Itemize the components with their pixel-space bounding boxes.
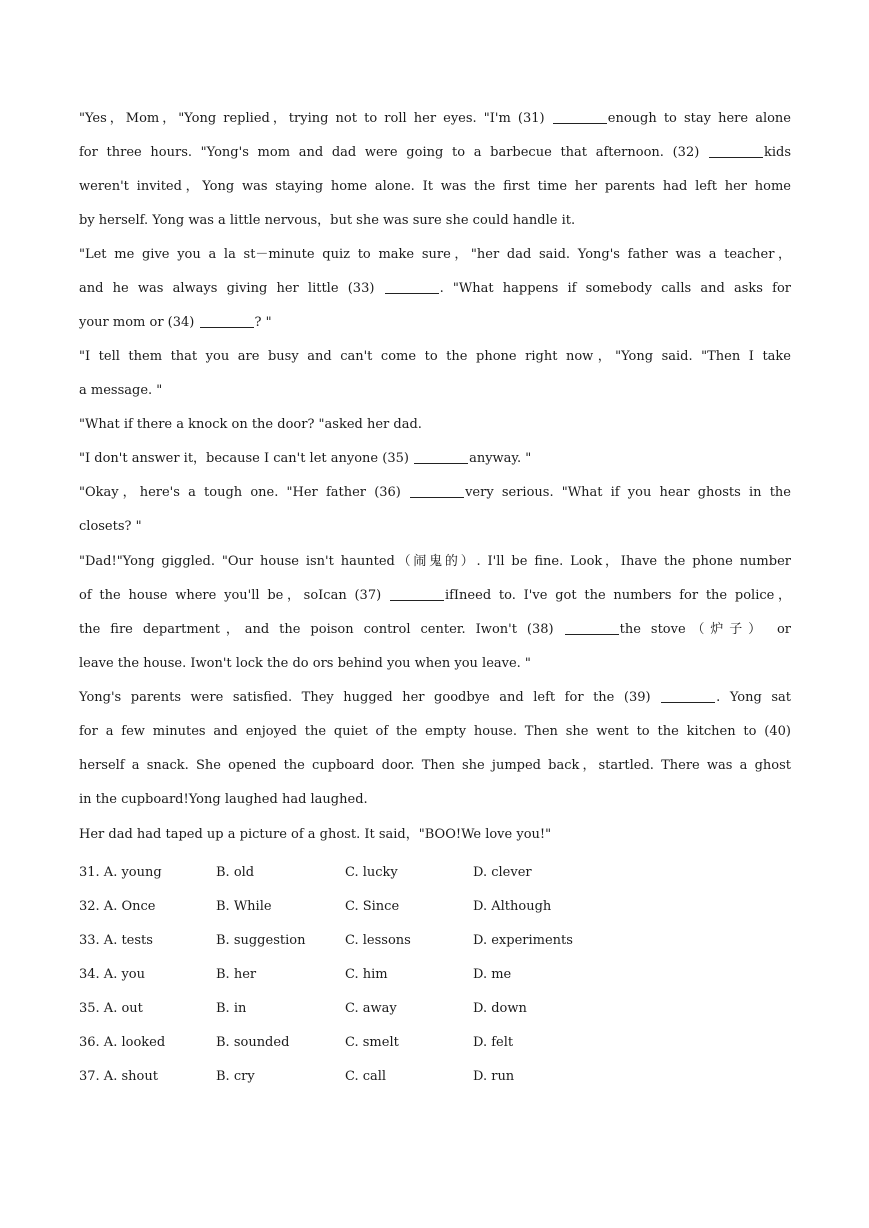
text-segment: anyway. " (469, 451, 532, 466)
text-segment: kids (763, 145, 791, 160)
answer-blank (414, 447, 468, 464)
option-choice: 31. A. young (79, 865, 162, 880)
option-row (79, 856, 791, 890)
text-segment: for three hours. "Yong's mom and dad were going to a barbecue that afternoon. (32) (79, 145, 708, 160)
option-row (79, 992, 791, 1026)
paragraph (79, 340, 791, 408)
option-choice: 32. A. Once (79, 899, 156, 914)
answer-blank (709, 141, 763, 158)
text-segment: for a few minutes and enjoyed the quiet of the empty house. Then she went to the kitchen to (40) (79, 724, 791, 739)
option-choice: B. old (216, 865, 255, 880)
text-line (79, 545, 791, 579)
paragraph (79, 476, 791, 544)
option-choice: 37. A. shout (79, 1069, 158, 1084)
text-segment: "Let me give you a la st－minute quiz to make sure，"her dad said. Yong's father was a teacher， (79, 247, 791, 262)
option-choice: 34. A. you (79, 967, 146, 982)
text-segment: weren't invited，Yong was staying home alone. It was the first time her parents had left her home (79, 179, 791, 194)
text-segment: . "What happens if somebody calls and asks for (439, 281, 791, 296)
text-line (79, 204, 791, 238)
option-choice: C. lucky (345, 865, 398, 880)
text-line (79, 613, 791, 647)
text-line (79, 818, 791, 852)
option-choice: C. him (345, 967, 388, 982)
text-segment: of the house where you'll be，soIcan (37) (79, 588, 389, 603)
text-segment: ifIneed to. I've got the numbers for the police， (444, 588, 791, 603)
paragraph (79, 238, 791, 340)
option-choice: B. While (216, 899, 272, 914)
text-segment: ? " (254, 315, 272, 330)
option-choice: C. lessons (345, 933, 411, 948)
text-line (79, 272, 791, 306)
text-segment: "Yes，Mom，"Yong replied，trying not to roll her eyes. "I'm (31) (79, 111, 552, 126)
answer-blank (385, 277, 439, 294)
text-segment: "Dad!"Yong giggled. "Our house isn't haunted（闹鬼的）. I'll be fine. Look，Ihave the phone number (79, 554, 791, 569)
option-choice: 33. A. tests (79, 933, 153, 948)
text-line (79, 510, 791, 544)
paragraph (79, 545, 791, 681)
text-line (79, 170, 791, 204)
paragraph (79, 818, 791, 852)
text-segment: herself a snack. She opened the cupboard door. Then she jumped back，startled. There was a ghost (79, 758, 791, 773)
option-choice: D. clever (473, 865, 532, 880)
option-choice: 36. A. looked (79, 1035, 166, 1050)
answer-blank (661, 686, 715, 703)
text-line (79, 408, 791, 442)
option-row (79, 890, 791, 924)
text-line (79, 749, 791, 783)
answer-options (79, 856, 791, 1094)
text-segment: Yong's parents were satisfied. They hugged her goodbye and left for the (39) (79, 690, 661, 705)
text-line (79, 340, 791, 374)
text-segment: "What if there a knock on the door? "asked her dad. (79, 417, 422, 432)
option-row (79, 958, 791, 992)
option-row (79, 1060, 791, 1094)
text-line (79, 136, 791, 170)
answer-blank (565, 618, 619, 635)
text-segment: "I don't answer it，because I can't let anyone (35) (79, 451, 414, 466)
answer-blank (200, 311, 254, 328)
option-choice: C. smelt (345, 1035, 399, 1050)
text-line (79, 102, 791, 136)
text-line (79, 238, 791, 272)
text-segment: the stove（炉子） or (619, 622, 791, 637)
option-choice: D. Although (473, 899, 552, 914)
text-line (79, 783, 791, 817)
option-choice: B. sounded (216, 1035, 290, 1050)
option-choice: B. cry (216, 1069, 255, 1084)
option-choice: B. suggestion (216, 933, 306, 948)
option-row (79, 1026, 791, 1060)
text-line (79, 476, 791, 510)
text-segment: "I tell them that you are busy and can't come to the phone right now，"Yong said. "Then I take (79, 349, 791, 364)
option-choice: D. experiments (473, 933, 573, 948)
answer-blank (553, 107, 607, 124)
paragraph (79, 102, 791, 238)
text-segment: Her dad had taped up a picture of a ghost. It said，"BOO!We love you!" (79, 827, 552, 842)
text-line (79, 681, 791, 715)
paragraph (79, 408, 791, 442)
text-segment: your mom or (34) (79, 315, 199, 330)
paragraph (79, 442, 791, 476)
text-segment: very serious. "What if you hear ghosts in the (465, 485, 791, 500)
option-choice: B. her (216, 967, 257, 982)
option-choice: D. felt (473, 1035, 514, 1050)
text-line (79, 647, 791, 681)
text-segment: in the cupboard!Yong laughed had laughed. (79, 792, 368, 807)
text-segment: the fire department，and the poison control center. Iwon't (38) (79, 622, 564, 637)
option-row (79, 924, 791, 958)
text-segment: . Yong sat (716, 690, 791, 705)
text-line (79, 579, 791, 613)
text-segment: closets? " (79, 519, 142, 534)
option-choice: C. away (345, 1001, 397, 1016)
option-choice: D. down (473, 1001, 527, 1016)
text-segment: "Okay，here's a tough one. "Her father (36) (79, 485, 410, 500)
text-line (79, 715, 791, 749)
text-line (79, 306, 791, 340)
option-choice: B. in (216, 1001, 247, 1016)
answer-blank (390, 584, 444, 601)
text-segment: enough to stay here alone (607, 111, 791, 126)
answer-blank (410, 481, 464, 498)
text-segment: leave the house. Iwon't lock the do ors behind you when you leave. " (79, 656, 531, 671)
text-line (79, 374, 791, 408)
paragraph (79, 681, 791, 817)
option-choice: C. call (345, 1069, 387, 1084)
text-segment: a message. " (79, 383, 163, 398)
text-line (79, 442, 791, 476)
option-choice: D. run (473, 1069, 515, 1084)
option-choice: 35. A. out (79, 1001, 143, 1016)
text-segment: and he was always giving her little (33) (79, 281, 384, 296)
option-choice: D. me (473, 967, 512, 982)
option-choice: C. Since (345, 899, 400, 914)
text-segment: by herself. Yong was a little nervous，but she was sure she could handle it. (79, 213, 576, 228)
